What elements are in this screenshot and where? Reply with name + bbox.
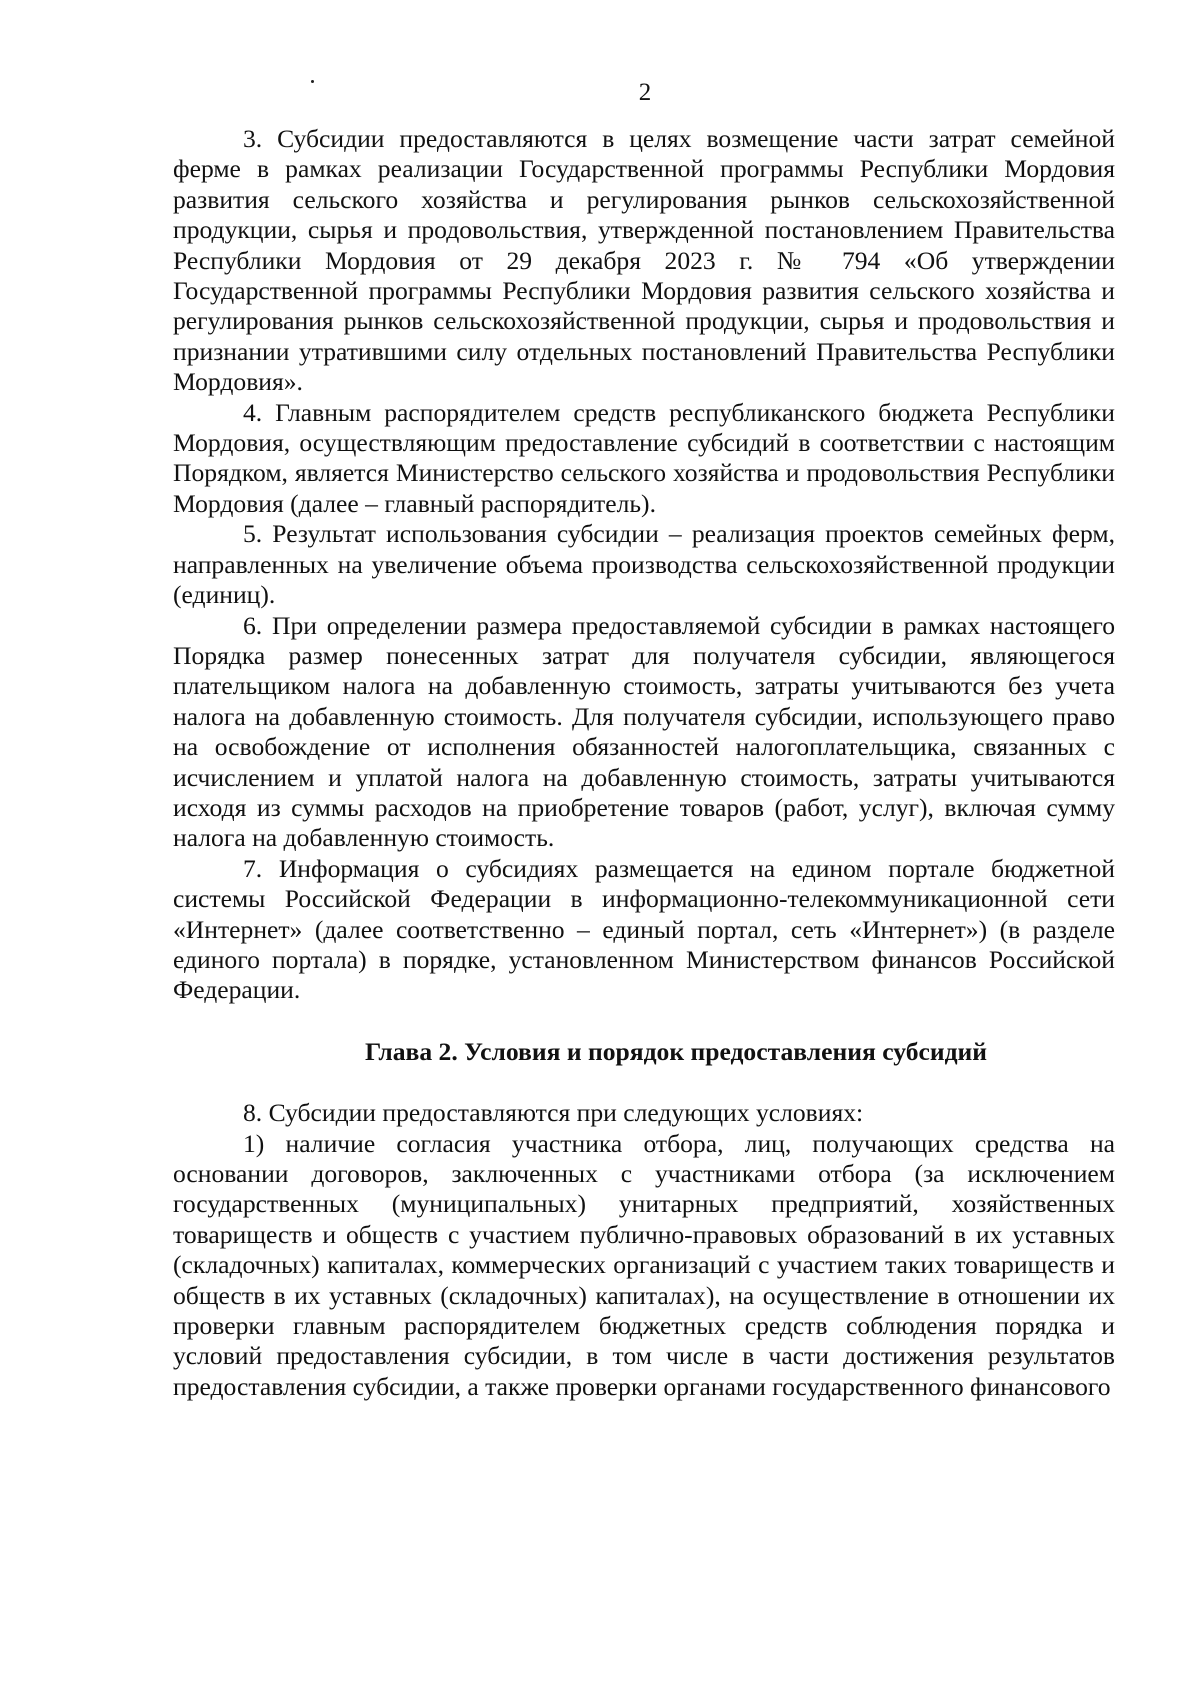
paragraph-8: 8. Субсидии предоставляются при следующих условиях:	[243, 1098, 864, 1128]
paragraph-4: 4. Главным распорядителем средств республиканского бюджета Республики Мордовия, осуществляющим предоставление субсидий в соответствии с настоящим Порядком, является Министерство сельского хозяйства и продовольствия Республики Мордовия (далее – главный распорядитель).	[173, 397, 1115, 518]
paragraph-6: 6. При определении размера предоставляемой субсидии в рамках настоящего Порядка размер понесенных затрат для получателя субсидии, являющегося плательщиком налога на добавленную стоимость, затраты учитываются без учета налога на добавленную стоимость. Для получателя субсидии, использующего право на освобождение от исполнения обязанностей налогоплательщика, связанных с исчислением и уплатой налога на добавленную стоимость, затраты учитываются исходя из суммы расходов на приобретение товаров (работ, услуг), включая сумму налога на добавленную стоимость.	[173, 610, 1115, 853]
document-body	[173, 124, 1115, 1402]
page-number: 2	[638, 79, 652, 106]
paragraph-3: 3. Субсидии предоставляются в целях возмещение части затрат семейной ферме в рамках реализации Государственной программы Республики Мордовия развития сельского хозяйства и регулирования рынков сельскохозяйственной продукции, сырья и продовольствия, утвержденной постановлением Правительства Республики Мордовия от 29 декабря 2023 г. № 794 «Об утверждении Государственной программы Республики Мордовия развития сельского хозяйства и регулирования рынков сельскохозяйственной продукции, сырья и продовольствия и признании утратившими силу отдельных постановлений Правительства Республики Мордовия».	[173, 124, 1115, 397]
chapter-heading: Глава 2. Условия и порядок предоставления субсидий	[364, 1036, 988, 1066]
paragraph-5: 5. Результат использования субсидии – реализация проектов семейных ферм, направленных на увеличение объема производства сельскохозяйственной продукции (единиц).	[173, 519, 1115, 610]
paragraph-7: 7. Информация о субсидиях размещается на едином портале бюджетной системы Российской Федерации в информационно-телекоммуникационной сети «Интернет» (далее соответственно – единый портал, сеть «Интернет») (в разделе единого портала) в порядке, установленном Министерством финансов Российской Федерации.	[173, 853, 1115, 1005]
paragraph-8-item-1: 1) наличие согласия участника отбора, лиц, получающих средства на основании договоров, заключенных с участниками отбора (за исключением государственных (муниципальных) унитарных предприятий, хозяйственных товариществ и обществ с участием публично-правовых образований в их уставных (складочных) капиталах, коммерческих организаций с участием таких товариществ и обществ в их уставных (складочных) капиталах), на осуществление в отношении их проверки главным распорядителем бюджетных средств соблюдения порядка и условий предоставления субсидии, в том числе в части достижения результатов предоставления субсидии, а также проверки органами государственного финансового	[173, 1128, 1115, 1401]
